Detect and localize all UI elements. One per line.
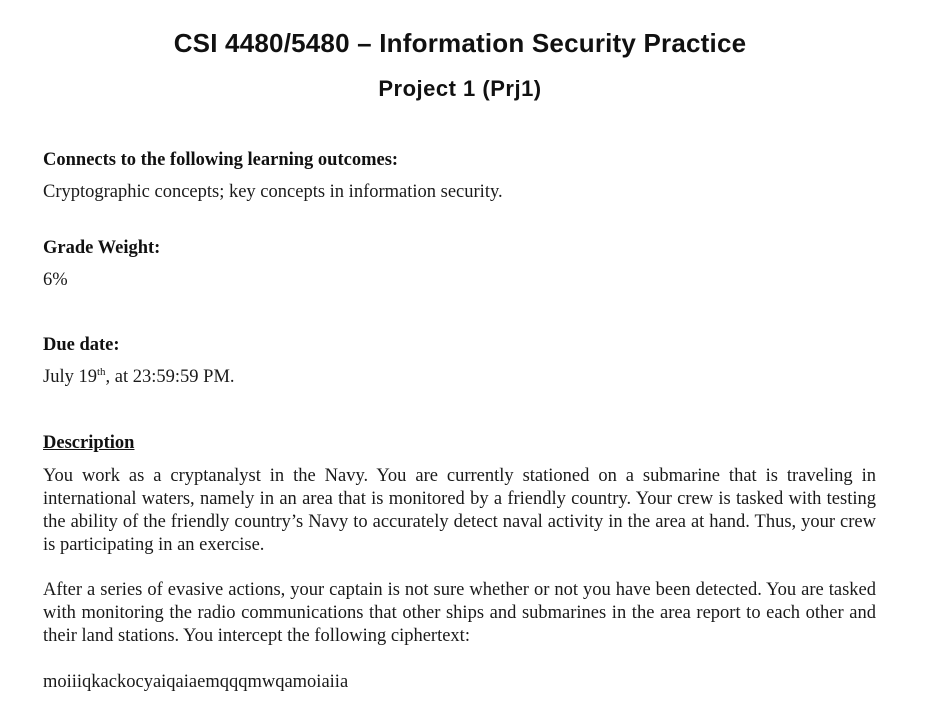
document-subtitle: Project 1 (Prj1) xyxy=(378,76,542,101)
description-paragraph-1: You work as a cryptanalyst in the Navy. You are currently stationed on a submarine that is traveling in international waters, namely in an area that is monitored by a friendly country. Your crew is tasked with testing the ability of the friendly country’s Navy to accurately detect naval activity in the area at hand. Thus, your crew is participating in an exercise. xyxy=(43,466,876,555)
grade-heading: Grade Weight: xyxy=(43,238,161,258)
description-heading: Description xyxy=(43,433,135,453)
due-date-superscript: th xyxy=(96,365,106,378)
due-date-suffix: , at 23:59:59 PM. xyxy=(105,367,235,387)
description-paragraph-2: After a series of evasive actions, your captain is not sure whether or not you have been detected. You are tasked with monitoring the radio communications that other ships and submarines in the area report to each other and their land stations. You intercept the following ciphertext: xyxy=(43,580,876,646)
due-date-prefix: July 19 xyxy=(43,367,97,387)
ciphertext: moiiiqkackocyaiqaiaemqqqmwqamoiaiia xyxy=(43,672,349,692)
grade-value: 6% xyxy=(43,270,68,290)
outcomes-heading: Connects to the following learning outcomes: xyxy=(43,150,399,170)
due-date xyxy=(43,367,876,388)
document-title: CSI 4480/5480 – Information Security Practice xyxy=(173,28,747,58)
due-heading: Due date: xyxy=(43,335,120,355)
outcomes-text: Cryptographic concepts; key concepts in information security. xyxy=(43,182,503,202)
